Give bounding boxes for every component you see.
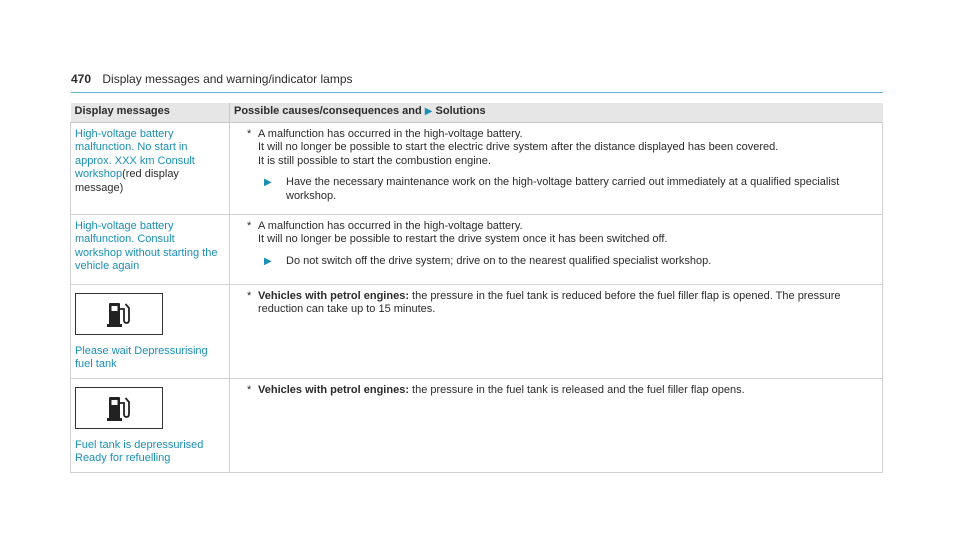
table-row bbox=[71, 378, 883, 472]
cause-text: A malfunction has occurred in the high-voltage battery. bbox=[258, 219, 523, 232]
display-message-text: Fuel tank is depressurised bbox=[75, 438, 204, 451]
display-message-text: Please wait Depressurising fuel tank bbox=[75, 344, 208, 370]
display-message-cell bbox=[71, 284, 230, 378]
column-header-causes-solutions bbox=[230, 103, 883, 122]
display-message-text: High-voltage battery malfunction. Consult workshop without starting the vehicle again bbox=[75, 219, 218, 272]
display-message-cell bbox=[71, 122, 230, 214]
cause-item bbox=[234, 220, 874, 234]
cause-text: It will no longer be possible to start the electric drive system after the distance displayed has been covered. bbox=[258, 141, 779, 153]
cause-item bbox=[234, 128, 874, 142]
bullet-star: * bbox=[247, 127, 252, 140]
display-message-text: Ready for refuelling bbox=[75, 452, 171, 464]
solution-cell bbox=[230, 214, 883, 284]
display-message-note: (red display message) bbox=[75, 168, 179, 194]
display-message-cell bbox=[71, 378, 230, 472]
info-item bbox=[234, 290, 874, 317]
action-text: Have the necessary maintenance work on the high-voltage battery carried out immediately at a qualified specialist workshop. bbox=[286, 176, 840, 202]
page-header bbox=[71, 72, 883, 93]
info-text: the pressure in the fuel tank is released and the fuel filler flap opens. bbox=[412, 383, 745, 396]
solution-cell bbox=[230, 378, 883, 472]
action-item bbox=[234, 176, 874, 203]
column-header-display-messages: Display messages bbox=[71, 103, 230, 122]
table-row bbox=[71, 122, 883, 214]
cause-text: It will no longer be possible to restart the drive system once it has been switched off. bbox=[258, 233, 668, 245]
info-paragraph bbox=[258, 384, 874, 398]
table-header-row bbox=[71, 103, 883, 122]
solutions-arrow-icon: ▶ bbox=[424, 106, 433, 117]
fuel-pump-icon bbox=[75, 293, 163, 335]
display-messages-table bbox=[70, 103, 883, 473]
solution-cell bbox=[230, 284, 883, 378]
page-section-title: Display messages and warning/indicator lamps bbox=[102, 72, 353, 86]
info-bold-label: Vehicles with petrol engines: bbox=[258, 289, 409, 302]
column-header-solutions-text: Solutions bbox=[435, 105, 486, 117]
solution-cell bbox=[230, 122, 883, 214]
cause-text: It is still possible to start the combustion engine. bbox=[258, 154, 491, 167]
display-message-cell bbox=[71, 214, 230, 284]
bullet-star: * bbox=[247, 289, 252, 302]
bullet-star: * bbox=[247, 383, 252, 396]
column-header-causes-text: Possible causes/consequences and bbox=[234, 105, 422, 117]
action-text: Do not switch off the drive system; drive on to the nearest qualified specialist workshop. bbox=[286, 254, 712, 267]
table-row bbox=[71, 214, 883, 284]
fuel-pump-icon bbox=[75, 387, 163, 429]
action-arrow-icon: ▶ bbox=[264, 177, 272, 188]
table-row bbox=[71, 284, 883, 378]
info-bold-label: Vehicles with petrol engines: bbox=[258, 383, 409, 396]
info-text: the pressure in the fuel tank is reduced before the fuel filler flap is opened. The pressure reduction can take up to 15 minutes. bbox=[258, 289, 841, 315]
info-item bbox=[234, 384, 874, 398]
bullet-star: * bbox=[247, 219, 252, 232]
info-paragraph bbox=[258, 290, 874, 317]
display-message-text: High-voltage battery malfunction. No start in approx. XXX km Consult workshop bbox=[75, 127, 195, 180]
action-arrow-icon: ▶ bbox=[264, 255, 272, 267]
page-number: 470 bbox=[71, 72, 92, 86]
cause-text: A malfunction has occurred in the high-voltage battery. bbox=[258, 127, 523, 140]
action-item bbox=[234, 255, 874, 269]
